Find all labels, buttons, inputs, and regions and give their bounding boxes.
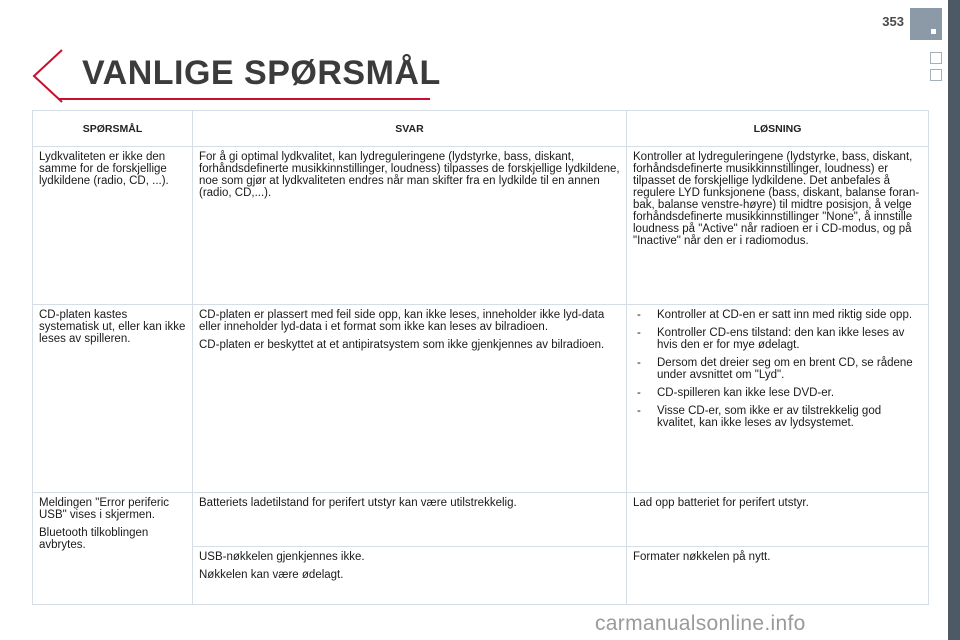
solution-cell: [627, 547, 929, 605]
cell-text: CD-platen er beskyttet at et antipiratsystem som ikke gjenkjennes av bilradioen.: [199, 339, 605, 351]
cell-text: Formater nøkkelen på nytt.: [633, 551, 771, 563]
answer-cell: [193, 493, 627, 547]
table-row: [33, 493, 929, 547]
faq-table: [32, 110, 929, 605]
header-answer: SVAR: [193, 111, 627, 147]
cell-text: Lydkvaliteten er ikke den samme for de forskjellige lydkildene (radio, CD, ...).: [39, 151, 169, 187]
side-box-1: [930, 52, 942, 64]
answer-cell: [193, 305, 627, 493]
cell-text: Lad opp batteriet for perifert utstyr.: [633, 497, 809, 509]
cell-text: USB-nøkkelen gjenkjennes ikke.: [199, 551, 365, 563]
cell-text: Nøkkelen kan være ødelagt.: [199, 569, 344, 581]
solution-cell: [627, 305, 929, 493]
question-cell: [33, 305, 193, 493]
solution-list: [633, 309, 922, 429]
solution-cell: [627, 493, 929, 547]
cell-text: Meldingen "Error periferic USB" vises i skjermen.: [39, 497, 169, 521]
list-item: - Kontroller CD-ens tilstand: den kan ikke leses av hvis den er for mye ødelagt.: [633, 327, 922, 351]
solution-cell: [627, 147, 929, 305]
cell-text: Bluetooth tilkoblingen avbrytes.: [39, 527, 149, 551]
title-underline: [58, 98, 430, 100]
header-solution: LØSNING: [627, 111, 929, 147]
list-item: - Visse CD-er, som ikke er av tilstrekkelig god kvalitet, kan ikke leses av lydsystemet.: [633, 405, 922, 429]
corner-tab: [910, 8, 942, 40]
table-row: [33, 147, 929, 305]
table-header-row: [33, 111, 929, 147]
header-question: SPØRSMÅL: [33, 111, 193, 147]
cell-text: CD-platen kastes systematisk ut, eller kan ikke leses av spilleren.: [39, 309, 186, 345]
question-cell: [33, 493, 193, 605]
list-item: - CD-spilleren kan ikke lese DVD-er.: [633, 387, 922, 399]
cell-text: For å gi optimal lydkvalitet, kan lydreguleringene (lydstyrke, bass, diskant, forhåndsdefinerte musikkinnstillinger, loudness) tilpasses de forskjellige lydkildene, noe som gjør at lydkvaliteten endres når man skifter fra en lydkilde til en annen (radio, CD,...).: [199, 151, 620, 199]
list-item: - Dersom det dreier seg om en brent CD, se rådene under avsnittet om "Lyd".: [633, 357, 922, 381]
page-number: 353: [882, 14, 904, 29]
page-title: VANLIGE SPØRSMÅL: [82, 54, 441, 92]
list-item: - Kontroller at CD-en er satt inn med riktig side opp.: [633, 309, 922, 321]
watermark: carmanualsonline.info: [595, 612, 806, 635]
cell-text: Kontroller at lydreguleringene (lydstyrke, bass, diskant, forhåndsdefinerte musikkinnstillinger, loudness) er tilpasset de forskjellige lydkildene. Det anbefales å regulere LYD funksjonene (bass, diskant, balanse foran-bak, balanse venstre-høyre) til midtre posisjon, å velge forhåndsdefinerte musikkinnstillinger "None", å innstille loudness på "Active" når radioen er i CD-modus, og på "Inactive" når den er i radiomodus.: [633, 151, 920, 247]
answer-cell: [193, 547, 627, 605]
table-row: [33, 305, 929, 493]
cell-text: CD-platen er plassert med feil side opp, kan ikke leses, inneholder ikke lyd-data eller inneholder lyd-data i et format som ikke kan leses av bilradioen.: [199, 309, 605, 333]
side-box-2: [930, 69, 942, 81]
question-cell: [33, 147, 193, 305]
cell-text: Batteriets ladetilstand for perifert utstyr kan være utilstrekkelig.: [199, 497, 517, 509]
answer-cell: [193, 147, 627, 305]
side-bar: [948, 0, 960, 640]
